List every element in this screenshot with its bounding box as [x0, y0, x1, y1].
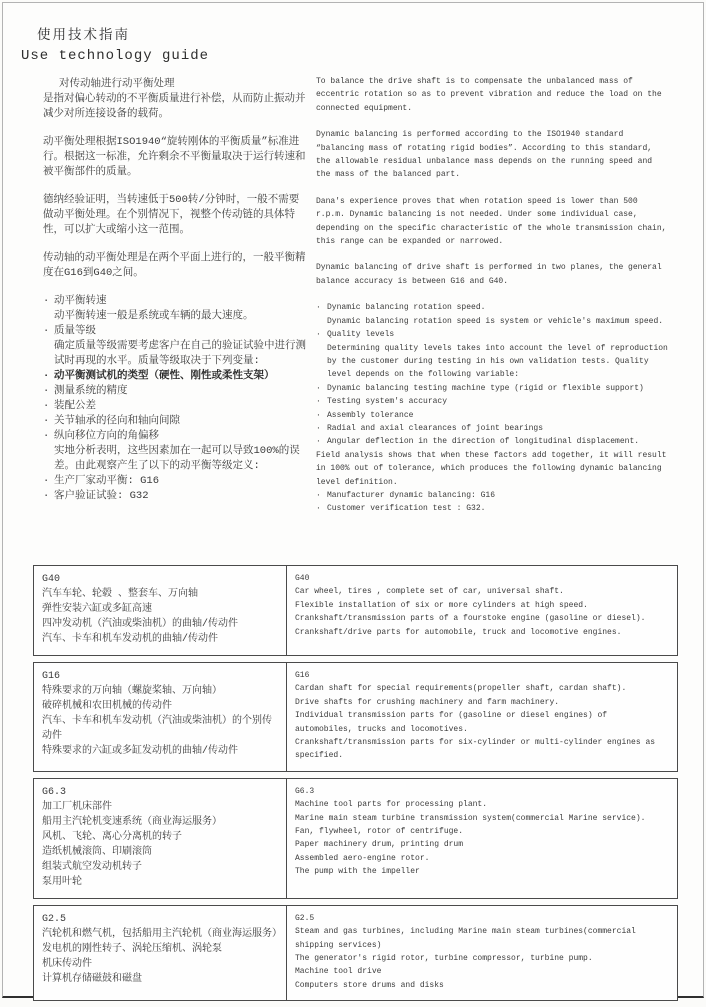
- paragraph-en: To balance the drive shaft is to compensate the unbalanced mass of eccentric rotation so as to prevent vibration and reduce the load on the connected equipment.: [316, 77, 662, 113]
- paragraph-zh: 动平衡处理根据ISO1940“旋转刚体的平衡质量”标准进行。根据这一标准，允许剩余不平衡量取决于运行转速和被平衡部件的质量。: [43, 136, 306, 178]
- bullet-glyph: ·: [43, 370, 50, 382]
- grade-row-G16: [33, 662, 678, 772]
- grade-row-G6.3: [33, 778, 678, 899]
- table-line: Crankshaft/transmission parts for six-cylinder or multi-cylinder engines as specified.: [295, 738, 656, 761]
- list-item-text: Customer verification test : G32.: [327, 504, 486, 514]
- table-line: Cardan shaft for special requirements(propeller shaft, cardan shaft).: [295, 684, 627, 694]
- chinese-cell: [34, 906, 287, 1000]
- grade-row-G40: [33, 565, 678, 656]
- table-line: G16: [295, 671, 310, 680]
- table-line: 四冲发动机（汽油或柴油机）的曲轴/传动件: [42, 619, 239, 630]
- list-item-text: 动平衡测试机的类型（硬性、刚性或柔性支架）: [54, 370, 275, 382]
- bullet-item-en: [316, 502, 669, 515]
- bullet-glyph: ·: [316, 397, 321, 407]
- table-line: Assembled aero-engine rotor.: [295, 853, 430, 863]
- table-line: 造纸机械滚筒、印刷滚筒: [42, 846, 152, 858]
- bullet-glyph: ·: [316, 383, 321, 393]
- list-item-text: Determining quality levels takes into account the level of reproduction by the customer during testing in his own validation tests. Quality level depends on the following variable:: [327, 343, 668, 380]
- list-item-text: Dynamic balancing rotation speed is system or vehicle's maximum speed.: [327, 316, 664, 326]
- right-bullet-list: [316, 301, 669, 516]
- bullet-glyph: ·: [316, 437, 321, 447]
- list-item-text: Radial and axial clearances of joint bearings: [327, 423, 544, 433]
- bullet-item-zh: [43, 489, 307, 504]
- table-line: 汽车、卡车和机车发动机的曲轴/传动件: [42, 634, 219, 645]
- table-line: Steam and gas turbines, including Marine main steam turbines(commercial shipping services): [295, 927, 636, 950]
- table-line: 计算机存储磁鼓和磁盘: [42, 973, 142, 985]
- bullet-glyph: ·: [43, 490, 50, 502]
- bullet-item-zh: [43, 324, 307, 339]
- paragraph-en: Dana's experience proves that when rotation speed is lower than 500 r.p.m. Dynamic balancing is not needed. Under some individual case, depending on the specific characteristic of the whole transmission chain, this range can be expanded or narrowed.: [316, 196, 667, 247]
- table-line: Drive shafts for crushing machinery and farm machinery.: [295, 697, 560, 707]
- left-column-chinese: [43, 77, 307, 504]
- bullet-item-en: [316, 328, 669, 341]
- table-line: 发电机的刚性转子、涡轮压缩机、涡轮泵: [42, 943, 222, 955]
- table-line: G40: [295, 574, 310, 583]
- table-line: G6.3: [295, 786, 315, 796]
- page-title-english: Use technology guide: [21, 48, 210, 64]
- bullet-glyph: ·: [316, 423, 321, 433]
- bullet-spacer: [43, 309, 54, 324]
- list-item-text: 测量系统的精度: [54, 385, 128, 397]
- table-line: Crankshaft/transmission parts of a fourstoke engine (gasoline or diesel).: [295, 614, 646, 624]
- bullet-spacer: [316, 342, 327, 382]
- english-cell: [287, 779, 677, 898]
- right-column-english: [316, 75, 669, 516]
- table-line: The generator's rigid rotor, turbine compressor, turbine pump.: [295, 954, 593, 964]
- chinese-cell: [34, 566, 287, 655]
- table-line: 组装式航空发动机转子: [42, 861, 142, 873]
- right-paragraphs: [316, 75, 669, 288]
- list-item-text: Dynamic balancing testing machine type (rigid or flexible support): [327, 383, 644, 393]
- list-item-text: 质量等级: [54, 325, 96, 337]
- table-line: G2.5: [42, 913, 67, 925]
- table-line: Crankshaft/drive parts for automobile, truck and locomotive engines.: [295, 627, 622, 637]
- table-line: Car wheel, tires , complete set of car, universal shaft.: [295, 587, 564, 597]
- table-line: 特殊要求的万向轴（螺旋桨轴、万向轴）: [42, 686, 222, 697]
- bullet-item-zh: [43, 414, 307, 429]
- list-item-text: 生产厂家动平衡: G16: [54, 475, 160, 487]
- table-line: 弹性安装六缸或多缸高速: [42, 604, 152, 615]
- table-line: 机床传动件: [42, 958, 92, 970]
- list-item-text: Angular deflection in the direction of longitudinal displacement.: [327, 437, 640, 447]
- english-cell: [287, 663, 677, 771]
- bullet-item-zh: [43, 294, 307, 309]
- bullet-spacer: [43, 444, 54, 474]
- bullet-glyph: ·: [43, 385, 50, 397]
- bullet-item-zh: [43, 474, 307, 489]
- bullet-item-zh: [43, 339, 307, 369]
- bullet-item-zh: [43, 384, 307, 399]
- table-line: Paper machinery drum, printing drum: [295, 840, 464, 850]
- bullet-spacer: [316, 315, 327, 328]
- chinese-cell: [34, 663, 287, 771]
- bullet-item-en: [316, 315, 669, 328]
- left-paragraphs: [43, 92, 307, 281]
- table-line: Marine main steam turbine transmission system(commercial Marine service).: [295, 813, 646, 823]
- bullet-item-en: [316, 489, 669, 502]
- table-line: Individual transmission parts for (gasoline or diesel engines) of automobiles, trucks and locomotives.: [295, 711, 608, 734]
- bullet-glyph: ·: [43, 400, 50, 412]
- page-border: [2, 2, 704, 998]
- bullet-glyph: ·: [316, 490, 321, 500]
- table-line: 泵用叶轮: [42, 876, 82, 888]
- table-line: 破碎机械和农田机械的传动件: [42, 701, 172, 712]
- grade-table: [33, 565, 678, 1007]
- bullet-item-zh: [43, 309, 307, 324]
- bullet-glyph: ·: [43, 325, 50, 337]
- bullet-item-zh: [43, 429, 307, 444]
- paragraph-zh: 德纳经验证明，当转速低于500转/分钟时，一般不需要做动平衡处理。在个别情况下，视整个传动链的具体特性，可以扩大或缩小这一范围。: [43, 194, 300, 236]
- list-item-text: Dynamic balancing rotation speed.: [327, 303, 486, 313]
- bullet-item-en: [316, 301, 669, 314]
- bullet-spacer: [43, 339, 54, 369]
- list-item-text: 动平衡转速一般是系统或车辆的最大速度。: [54, 310, 254, 322]
- bullet-glyph: ·: [43, 415, 50, 427]
- bullet-glyph: ·: [43, 475, 50, 487]
- bullet-item-en: [316, 382, 669, 395]
- table-line: The pump with the impeller: [295, 867, 420, 877]
- page-header: [21, 23, 209, 64]
- bullet-glyph: ·: [43, 295, 50, 307]
- bullet-item-en: [316, 435, 669, 448]
- bullet-glyph: ·: [316, 330, 321, 340]
- table-line: G6.3: [42, 786, 67, 798]
- bullet-glyph: ·: [316, 504, 321, 514]
- table-line: 风机、飞轮、离心分离机的转子: [42, 831, 182, 843]
- table-line: 船用主汽轮机变速系统（商业海运服务）: [42, 816, 222, 828]
- bullet-item-en: [316, 409, 669, 422]
- table-line: 汽轮机和燃气机，包括船用主汽轮机（商业海运服务）: [42, 928, 282, 940]
- table-line: G40: [42, 574, 61, 585]
- lead-line: 对传动轴进行动平衡处理: [59, 78, 175, 90]
- list-item-text: Quality levels: [327, 330, 395, 340]
- grade-row-G2.5: [33, 905, 678, 1001]
- paragraph-zh: 传动轴的动平衡处理是在两个平面上进行的，一般平衡精度在G16到G40之间。: [43, 252, 306, 279]
- table-line: Fan, flywheel, rotor of centrifuge.: [295, 827, 464, 837]
- paragraph-en: Dynamic balancing is performed according to the ISO1940 standard “balancing mass of rotating rigid bodies”. According to this standard, the allowable residual unbalance mass depends on the running speed and the mass of the balanced part.: [316, 130, 653, 180]
- english-cell: [287, 906, 677, 1000]
- bullet-item-en: [316, 422, 669, 435]
- paragraph-en: Dynamic balancing of drive shaft is performed in two planes, the general balance accuracy is between G16 and G40.: [316, 263, 662, 286]
- bullet-item-en: [316, 449, 669, 489]
- left-bullet-list: [43, 294, 307, 504]
- table-line: G16: [42, 671, 61, 682]
- table-line: Machine tool parts for processing plant.: [295, 800, 488, 810]
- bullet-item-en: [316, 395, 669, 408]
- english-cell: [287, 566, 677, 655]
- chinese-cell: [34, 779, 287, 898]
- table-line: 加工厂机床部件: [42, 801, 112, 813]
- list-item-text: Testing system's accuracy: [327, 397, 448, 407]
- bullet-glyph: ·: [43, 430, 50, 442]
- table-line: G2.5: [295, 913, 315, 923]
- list-item-text: 实地分析表明，这些因素加在一起可以导致100%的误差。由此观察产生了以下的动平衡等级定义:: [54, 445, 300, 472]
- list-item-text: 动平衡转速: [54, 295, 107, 307]
- bullet-item-zh: [43, 444, 307, 474]
- table-line: Computers store drums and disks: [295, 980, 444, 990]
- table-line: Machine tool drive: [295, 967, 382, 977]
- paragraph-zh: 是指对偏心转动的不平衡质量进行补偿，从而防止振动并减少对所连接设备的载荷。: [43, 93, 306, 120]
- list-item-text: Assembly tolerance: [327, 410, 414, 420]
- page-title-chinese: 使用技术指南: [37, 29, 130, 44]
- bullet-glyph: ·: [316, 410, 321, 420]
- bullet-item-zh: [43, 369, 307, 384]
- list-item-text: 装配公差: [54, 400, 96, 412]
- table-line: Flexible installation of six or more cylinders at high speed.: [295, 600, 588, 610]
- table-line: 特殊要求的六缸或多缸发动机的曲轴/传动件: [42, 746, 239, 757]
- list-item-text: 确定质量等级需要考虑客户在自己的验证试验中进行测试时再现的水平。质量等级取决于下列变量:: [54, 340, 306, 367]
- bullet-glyph: ·: [316, 303, 321, 313]
- list-item-text: 客户验证试验: G32: [54, 490, 149, 502]
- table-line: 汽车车轮、轮毂 、整套车、万向轴: [42, 589, 199, 600]
- bullet-item-zh: [43, 399, 307, 414]
- list-item-text: 关节轴承的径向和轴向间隙: [54, 415, 180, 427]
- list-item-text: Manufacturer dynamic balancing: G16: [327, 490, 496, 500]
- bullet-item-en: [316, 342, 669, 382]
- table-line: 汽车、卡车和机车发动机（汽油或柴油机）的个别传动件: [42, 716, 272, 742]
- list-item-text: 纵向移位方向的角偏移: [54, 430, 159, 442]
- list-item-text: Field analysis shows that when these factors add together, it will result in 100% out of tolerance, which produces the following dynamic balancing level definition.: [316, 450, 667, 487]
